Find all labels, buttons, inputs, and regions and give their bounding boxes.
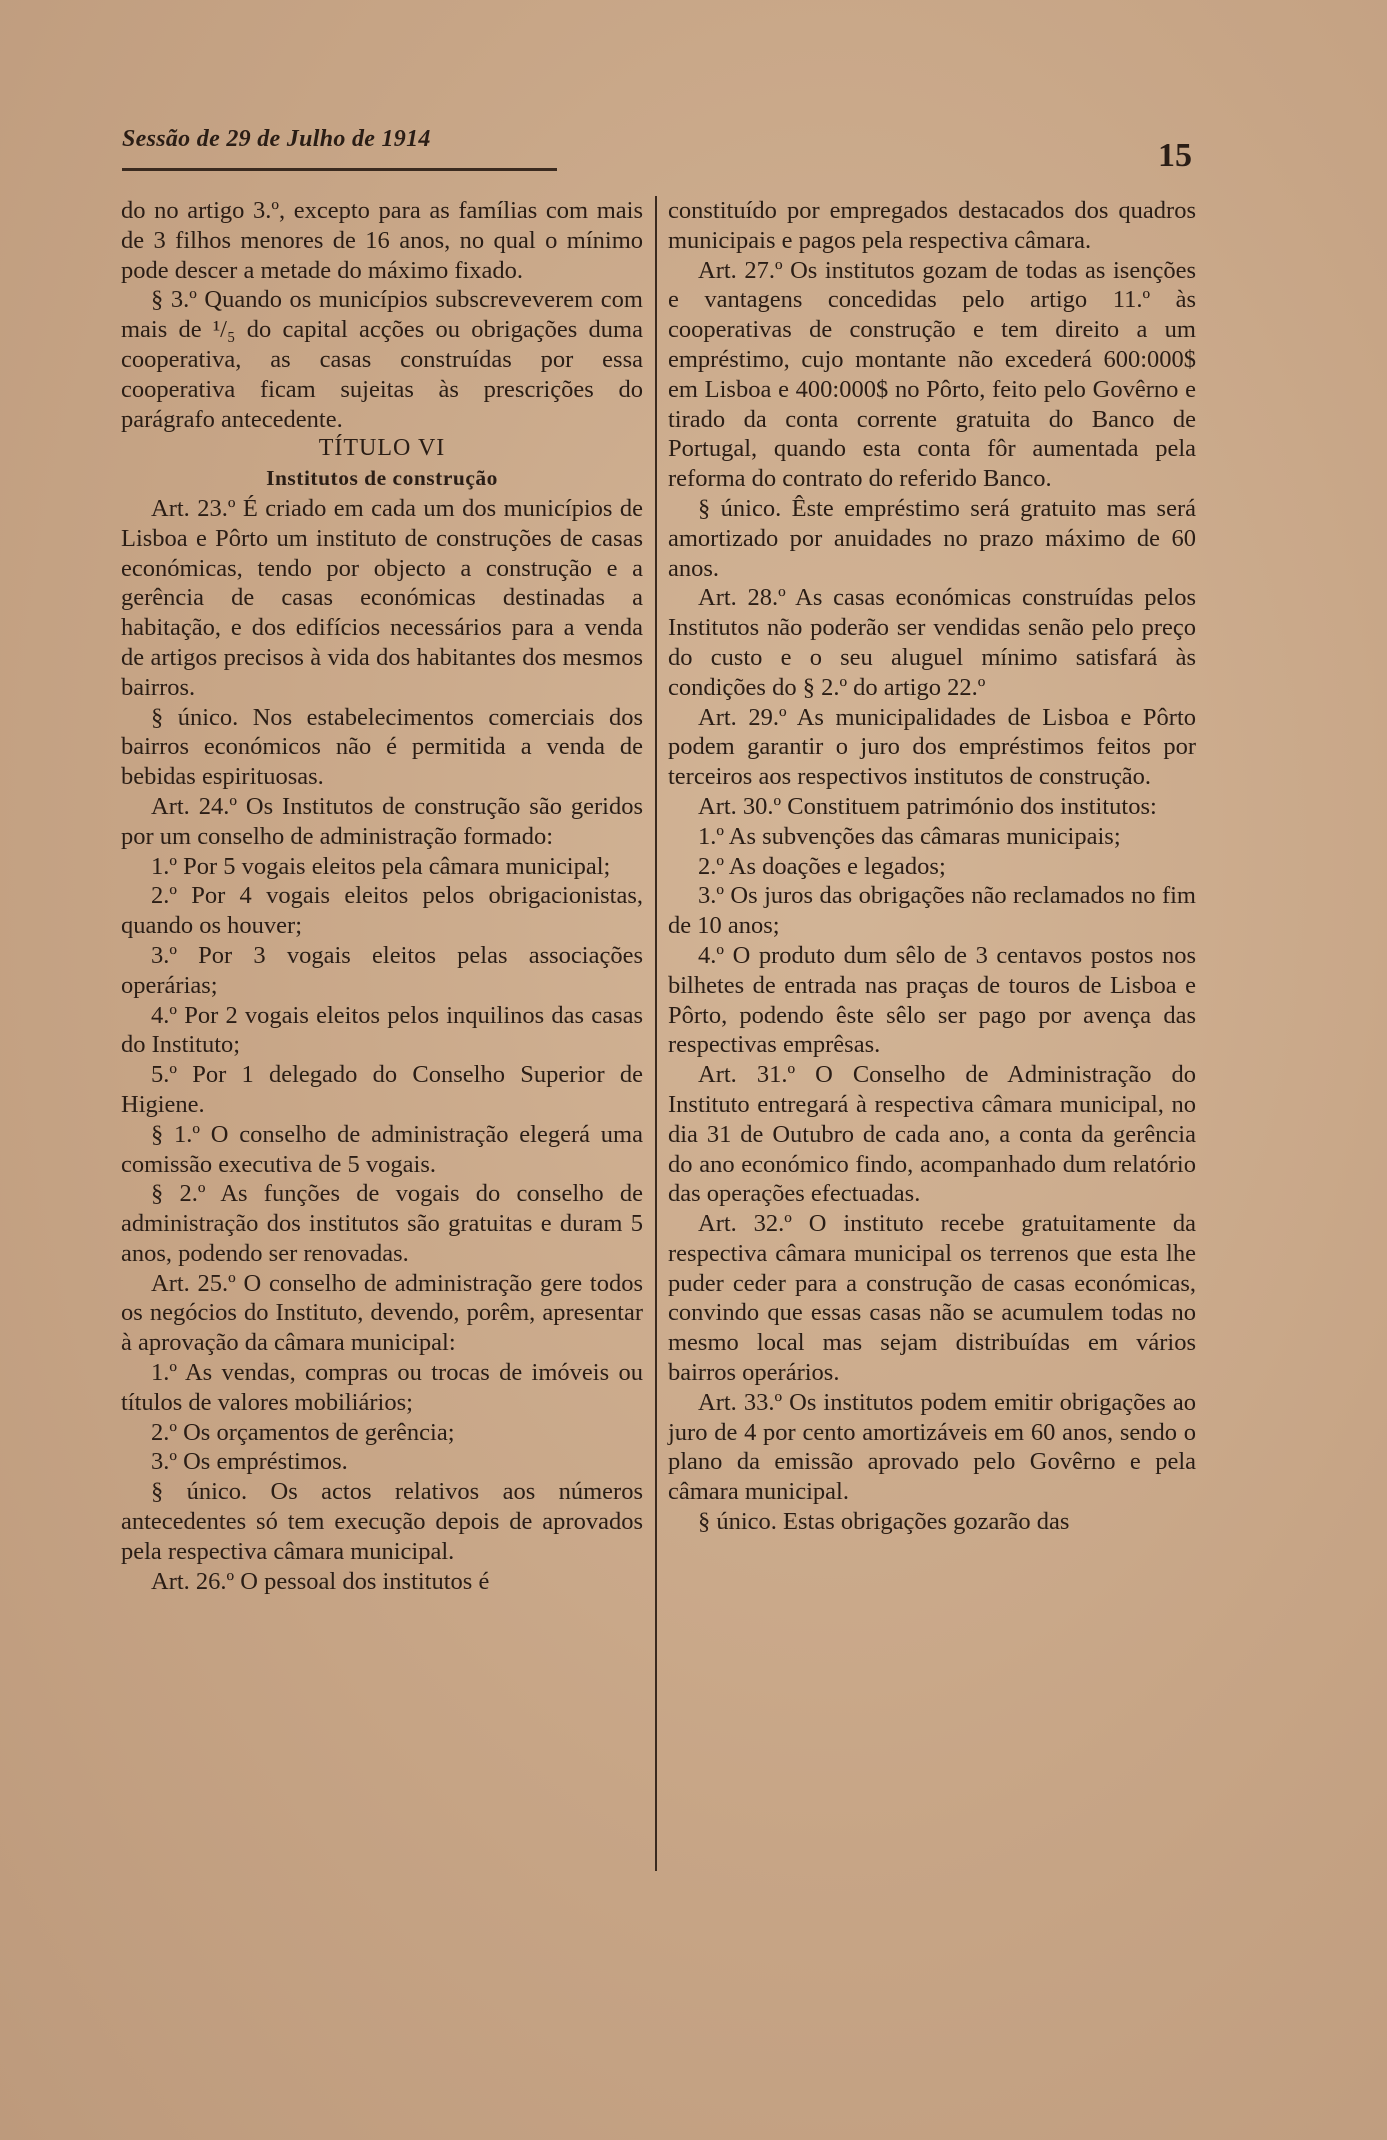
paragraph: Art. 27.º Os institutos gozam de todas as isenções e vantagens concedidas pelo artigo 11.º às cooperativas de construção e tem direito a um empréstimo, cujo montante não excederá 600:000$ em Lisboa e 400:000$ no Pôrto, feito pelo Govêrno e tirado da conta corrente gratuita do Banco de Portugal, quando esta conta fôr aumentada pela reforma do contrato do referido Banco.: [668, 256, 1196, 493]
right-column: [668, 196, 1196, 1537]
paragraph: Art. 26.º O pessoal dos institutos é: [151, 1567, 490, 1595]
paragraph: Art. 28.º As casas económicas construídas pelos Institutos não poderão ser vendidas senão pelo preço do custo e o seu aluguel mínimo satisfará às condições do § 2.º do artigo 22.º: [668, 584, 1196, 701]
paragraph: 5.º Por 1 delegado do Conselho Superior de Higiene.: [121, 1061, 643, 1118]
paragraph: 3.º Os empréstimos.: [151, 1448, 348, 1476]
paragraph: § único. Estas obrigações gozarão das: [698, 1508, 1070, 1536]
header-rule: [122, 168, 557, 171]
paragraph: 1.º Por 5 vogais eleitos pela câmara municipal;: [151, 852, 611, 880]
paragraph: constituído por empregados destacados dos quadros municipais e pagos pela respectiva câmara.: [668, 197, 1196, 254]
paragraph: § único. Êste empréstimo será gratuito mas será amortizado por anuidades no prazo máximo de 60 anos.: [668, 494, 1196, 582]
paragraph: § 1.º O conselho de administração elegerá uma comissão executiva de 5 vogais.: [121, 1120, 643, 1178]
paragraph: § 3.º Quando os municípios subscreveverem com mais de ¹/₅ do capital acções ou obrigações duma cooperativa, as casas construídas por essa cooperativa ficam sujeitas às prescrições do parágrafo antecedente.: [121, 286, 643, 433]
paragraph: § único. Os actos relativos aos números antecedentes só tem execução depois de aprovados pela respectiva câmara municipal.: [121, 1478, 643, 1565]
column-divider: [655, 196, 657, 1871]
paragraph: 1.º As vendas, compras ou trocas de imóveis ou títulos de valores mobiliários;: [121, 1359, 643, 1416]
paragraph: Art. 30.º Constituem património dos institutos:: [698, 792, 1157, 820]
paragraph: § único. Nos estabelecimentos comerciais dos bairros económicos não é permitida a venda de bebidas espirituosas.: [121, 703, 643, 791]
paragraph: Art. 25.º O conselho de administração gere todos os negócios do Instituto, devendo, porêm, apresentar à aprovação da câmara municipal:: [121, 1269, 643, 1357]
paragraph: Art. 29.º As municipalidades de Lisboa e Pôrto podem garantir o juro dos empréstimos feitos por terceiros aos respectivos institutos de construção.: [668, 703, 1196, 791]
paragraph: Art. 31.º O Conselho de Administração do Instituto entregará à respectiva câmara municipal, no dia 31 de Outubro de cada ano, a conta da gerência do ano económico findo, acompanhado dum relatório das operações efectuadas.: [668, 1061, 1196, 1208]
section-subtitle: Institutos de construção: [266, 466, 498, 491]
page-number: 15: [1158, 137, 1192, 174]
paragraph: 4.º O produto dum sêlo de 3 centavos postos nos bilhetes de entrada nas praças de touros de Lisboa e Pôrto, podendo êste sêlo ser pago por avença das respectivas emprêsas.: [668, 941, 1196, 1059]
page-header-title: Sessão de 29 de Julho de 1914: [122, 126, 431, 152]
paragraph: Art. 23.º É criado em cada um dos municípios de Lisboa e Pôrto um instituto de construções de casas económicas, tendo por objecto a construção e a gerência de casas económicas destinadas a habitação, e dos edifícios necessários para a venda de artigos precisos à vida dos habitantes dos mesmos bairros.: [121, 494, 643, 701]
paragraph: Art. 33.º Os institutos podem emitir obrigações ao juro de 4 por cento amortizáveis em 60 anos, sendo o plano da emissão aprovado pelo Govêrno e pela câmara municipal.: [668, 1388, 1196, 1506]
paragraph: 2.º As doações e legados;: [698, 852, 946, 880]
paragraph: do no artigo 3.º, excepto para as famílias com mais de 3 filhos menores de 16 anos, no qual o mínimo pode descer a metade do máximo fixado.: [121, 197, 643, 284]
paragraph: 4.º Por 2 vogais eleitos pelos inquilinos das casas do Instituto;: [121, 1001, 643, 1059]
paragraph: Art. 24.º Os Institutos de construção são geridos por um conselho de administração formado:: [121, 792, 643, 850]
paragraph: 3.º Os juros das obrigações não reclamados no fim de 10 anos;: [668, 882, 1196, 940]
paragraph: Art. 32.º O instituto recebe gratuitamente da respectiva câmara municipal os terrenos que esta lhe puder ceder para a construção de casas económicas, convindo que essas casas não se acumulem todas no mesmo local mas sejam distribuídas em vários bairros operários.: [668, 1210, 1196, 1387]
left-column: [121, 196, 643, 1596]
paragraph: § 2.º As funções de vogais do conselho de administração dos institutos são gratuitas e duram 5 anos, podendo ser renovadas.: [121, 1180, 643, 1267]
section-title: TÍTULO VI: [318, 435, 446, 462]
paragraph: 3.º Por 3 vogais eleitos pelas associações operárias;: [121, 941, 643, 999]
paragraph: 2.º Por 4 vogais eleitos pelos obrigacionistas, quando os houver;: [121, 882, 643, 940]
paragraph: 2.º Os orçamentos de gerência;: [151, 1418, 455, 1446]
paragraph: 1.º As subvenções das câmaras municipais;: [698, 822, 1121, 850]
